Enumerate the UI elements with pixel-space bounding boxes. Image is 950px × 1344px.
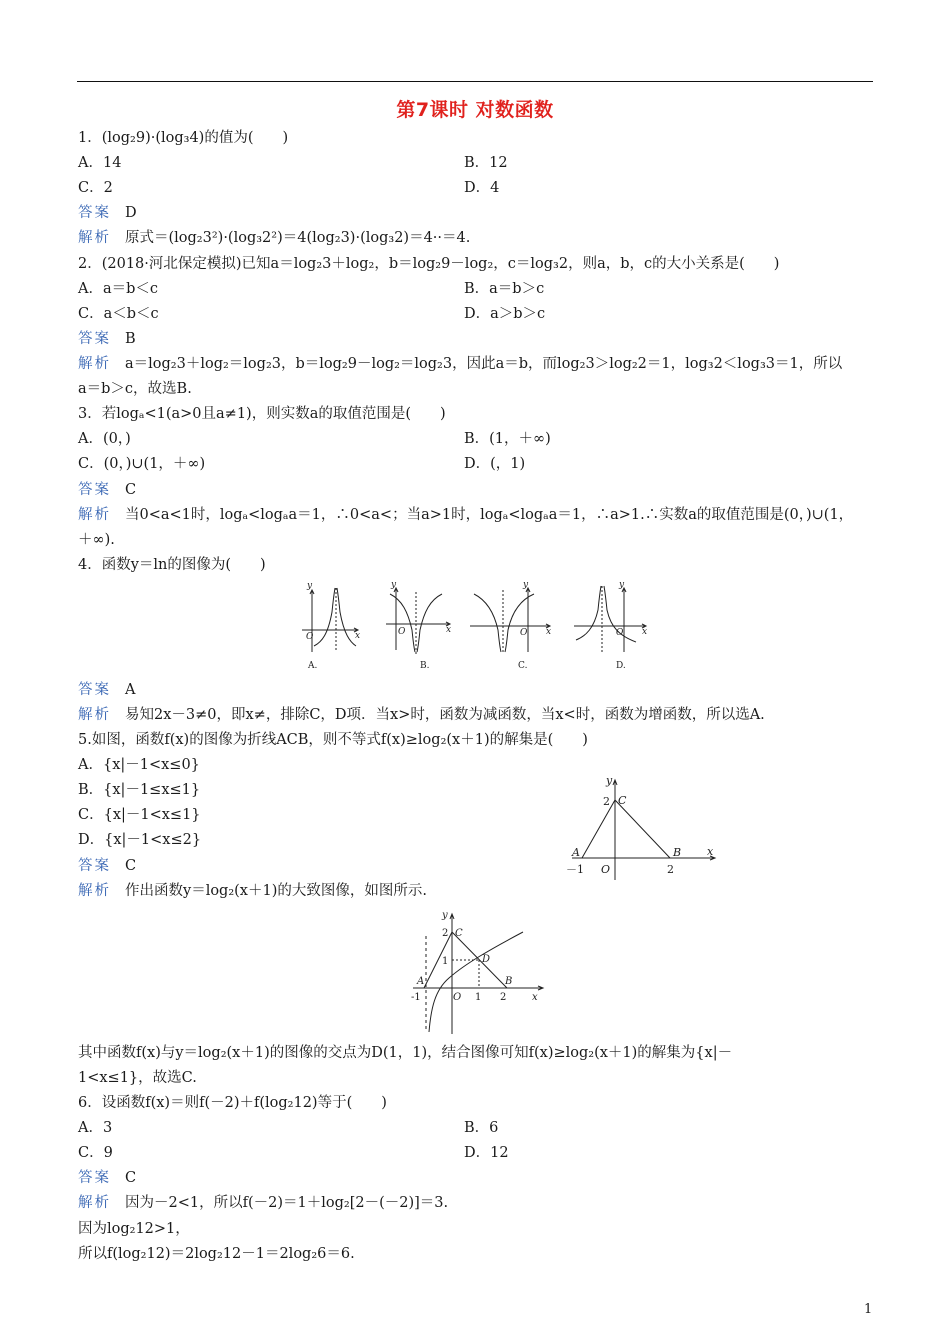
graph-d: [574, 586, 646, 654]
q6-option-b: B．6: [464, 1120, 499, 1136]
q5-option-c: C．{x|－1<x≤1}: [78, 807, 201, 823]
header-rule: [77, 81, 873, 82]
fig1-y-label: y: [606, 774, 613, 787]
graph-a-x-label: x: [355, 631, 361, 641]
analysis-tag: 解析: [78, 707, 111, 723]
q2-option-a: A．a＝b＜c: [78, 281, 159, 297]
graph-a-y-label: y: [307, 582, 313, 591]
fig1-x-label: x: [707, 845, 714, 858]
q6-analysis-cont: 因为log₂12>1，: [78, 1221, 190, 1237]
fig2-x-tick-neg1: -1: [411, 992, 421, 1003]
q3-answer-value: C: [125, 482, 137, 498]
q3-stem: 3．若logₐ<1(a>0且a≠1)，则实数a的取值范围是( ): [78, 406, 446, 422]
page-number: 1: [864, 1302, 873, 1317]
q2-option-c: C．a＜b＜c: [78, 306, 159, 322]
graph-a-origin: O: [306, 632, 314, 642]
q4-analysis-text: 易知2x－3≠0，即x≠，排除C，D项．当x>时，函数为减函数，当x<时，函数为增函数，所以选A.: [125, 707, 765, 723]
answer-tag: 答案: [78, 331, 111, 347]
graph-d-y-label: y: [619, 582, 625, 590]
q1-option-a: A．14: [78, 155, 122, 171]
q5-analysis-cont-2: 1<x≤1}，故选C.: [78, 1070, 197, 1086]
answer-tag: 答案: [78, 205, 111, 221]
fig1-x-tick-2: 2: [667, 863, 674, 876]
q6-analysis: [78, 1193, 448, 1213]
q5-figure-acb: [560, 772, 725, 884]
q5-analysis-text: 作出函数y＝log₂(x＋1)的大致图像，如图所示.: [125, 883, 427, 899]
graph-b-y-label: y: [391, 582, 397, 590]
q6-analysis-cont-2: 所以f(log₂12)＝2log₂12－1＝2log₂6＝6.: [78, 1246, 355, 1262]
q1-option-b: B．12: [464, 155, 508, 171]
q2-analysis-cont: a＝b＞c，故选B.: [78, 381, 192, 397]
fig2-point-c: C: [455, 928, 463, 939]
q4-answer: [78, 680, 135, 700]
fig1-y-tick-2: 2: [603, 795, 610, 808]
q3-option-c: C．(0，)∪(1，＋∞): [78, 456, 206, 472]
answer-tag: 答案: [78, 682, 111, 698]
analysis-tag: 解析: [78, 883, 111, 899]
q5-option-a: A．{x|－1<x≤0}: [78, 757, 200, 773]
q6-option-a: A．3: [78, 1120, 113, 1136]
analysis-tag: 解析: [78, 507, 111, 523]
q3-option-d: D．(，1): [464, 456, 526, 472]
q2-answer-value: B: [125, 331, 136, 347]
fig2-x-tick-1: 1: [475, 992, 482, 1003]
fig2-y-tick-2: 2: [442, 928, 449, 939]
q6-answer: [78, 1168, 136, 1188]
fig2-point-b: B: [505, 976, 513, 987]
fig2-point-d: D: [482, 954, 491, 965]
answer-tag: 答案: [78, 858, 111, 874]
q2-option-d: D．a＞b＞c: [464, 306, 546, 322]
graph-d-x-label: x: [642, 627, 648, 637]
q5-option-d: D．{x|－1<x≤2}: [78, 832, 202, 848]
graph-b-caption: B.: [420, 661, 430, 671]
fig2-y-label: y: [442, 910, 448, 921]
q2-analysis-text: a＝log₂3＋log₂＝log₂3，b＝log₂9－log₂＝log₂3，因此a＝b，而log₂3＞log₂2＝1，log₃2＜log₃3＝1，所以: [125, 356, 843, 372]
fig2-x-label: x: [532, 992, 538, 1003]
fig1-point-a: A: [572, 846, 580, 859]
graph-a: [302, 588, 361, 652]
q6-option-c: C．9: [78, 1145, 113, 1161]
graph-b: [386, 588, 450, 654]
graph-c-x-label: x: [546, 627, 552, 637]
q5-analysis-cont: 其中函数f(x)与y＝log₂(x＋1)的图像的交点为D(1，1)，结合图像可知f(x)≥log₂(x＋1)的解集为{x|－: [78, 1045, 733, 1061]
q6-answer-value: C: [125, 1170, 137, 1186]
graph-b-x-label: x: [446, 625, 452, 635]
graph-c-origin: O: [520, 628, 528, 638]
graph-c-y-label: y: [523, 582, 529, 590]
analysis-tag: 解析: [78, 356, 111, 372]
graph-c: [470, 588, 550, 654]
q2-option-b: B．a＝b＞c: [464, 281, 545, 297]
q5-answer-value: C: [125, 858, 137, 874]
fig2-origin: O: [453, 992, 462, 1003]
q3-option-a: A．(0，): [78, 431, 131, 447]
q2-stem: 2．(2018·河北保定模拟)已知a＝log₂3＋log₂，b＝log₂9－log₂，c＝log₃2，则a，b，c的大小关系是( ): [78, 256, 780, 272]
q1-analysis: [78, 228, 470, 248]
q5-analysis: [78, 881, 427, 901]
q3-analysis: [78, 505, 853, 525]
q1-option-d: D．4: [464, 180, 500, 196]
answer-tag: 答案: [78, 1170, 111, 1186]
q2-answer: [78, 329, 136, 349]
fig1-point-c: C: [618, 794, 627, 807]
fig2-y-tick-1: 1: [442, 956, 449, 967]
q4-stem: 4．函数y＝ln的图像为( ): [78, 557, 266, 573]
q3-analysis-text: 当0<a<1时，logₐ<logₐa＝1，∴0<a<；当a>1时，logₐ<logₐa＝1，∴a>1.∴实数a的取值范围是(0，)∪(1，: [125, 507, 854, 523]
q4-answer-value: A: [125, 682, 136, 698]
q4-analysis: [78, 705, 765, 725]
q1-answer-value: D: [125, 205, 137, 221]
page-title: 第7课时 对数函数: [396, 99, 554, 121]
q4-graph-options: [290, 582, 662, 672]
q5-option-b: B．{x|－1≤x≤1}: [78, 782, 201, 798]
graph-b-origin: O: [398, 627, 406, 637]
q6-analysis-text: 因为－2<1，所以f(－2)＝1＋log₂[2－(－2)]＝3.: [125, 1195, 449, 1211]
graph-d-origin: O: [616, 628, 624, 638]
q3-analysis-cont: ＋∞).: [78, 532, 115, 548]
q1-stem: 1．(log₂9)·(log₃4)的值为( ): [78, 130, 289, 146]
q6-stem: 6．设函数f(x)＝则f(－2)＋f(log₂12)等于( ): [78, 1095, 387, 1111]
answer-tag: 答案: [78, 482, 111, 498]
q3-option-b: B．(1，＋∞): [464, 431, 551, 447]
fig1-x-tick-neg1: －1: [566, 863, 584, 876]
fig1-origin: O: [601, 863, 611, 876]
fig2-point-a: A: [417, 976, 425, 987]
fig2-x-tick-2: 2: [500, 992, 507, 1003]
q1-answer: [78, 203, 137, 223]
q2-analysis: [78, 354, 842, 374]
q6-option-d: D．12: [464, 1145, 509, 1161]
graph-a-caption: A.: [308, 661, 318, 671]
graph-c-caption: C.: [518, 661, 528, 671]
q5-answer: [78, 856, 136, 876]
q1-analysis-text: 原式＝(log₂3²)·(log₃2²)＝4(log₂3)·(log₃2)＝4··＝4.: [125, 230, 471, 246]
q5-stem: 5.如图，函数f(x)的图像为折线ACB，则不等式f(x)≥log₂(x＋1)的解集是( ): [78, 732, 588, 748]
analysis-tag: 解析: [78, 1195, 111, 1211]
q5-figure-log-curve: [405, 908, 550, 1036]
graph-d-caption: D.: [616, 661, 626, 671]
fig1-point-b: B: [673, 846, 682, 859]
analysis-tag: 解析: [78, 230, 111, 246]
q3-answer: [78, 480, 136, 500]
q1-option-c: C．2: [78, 180, 113, 196]
